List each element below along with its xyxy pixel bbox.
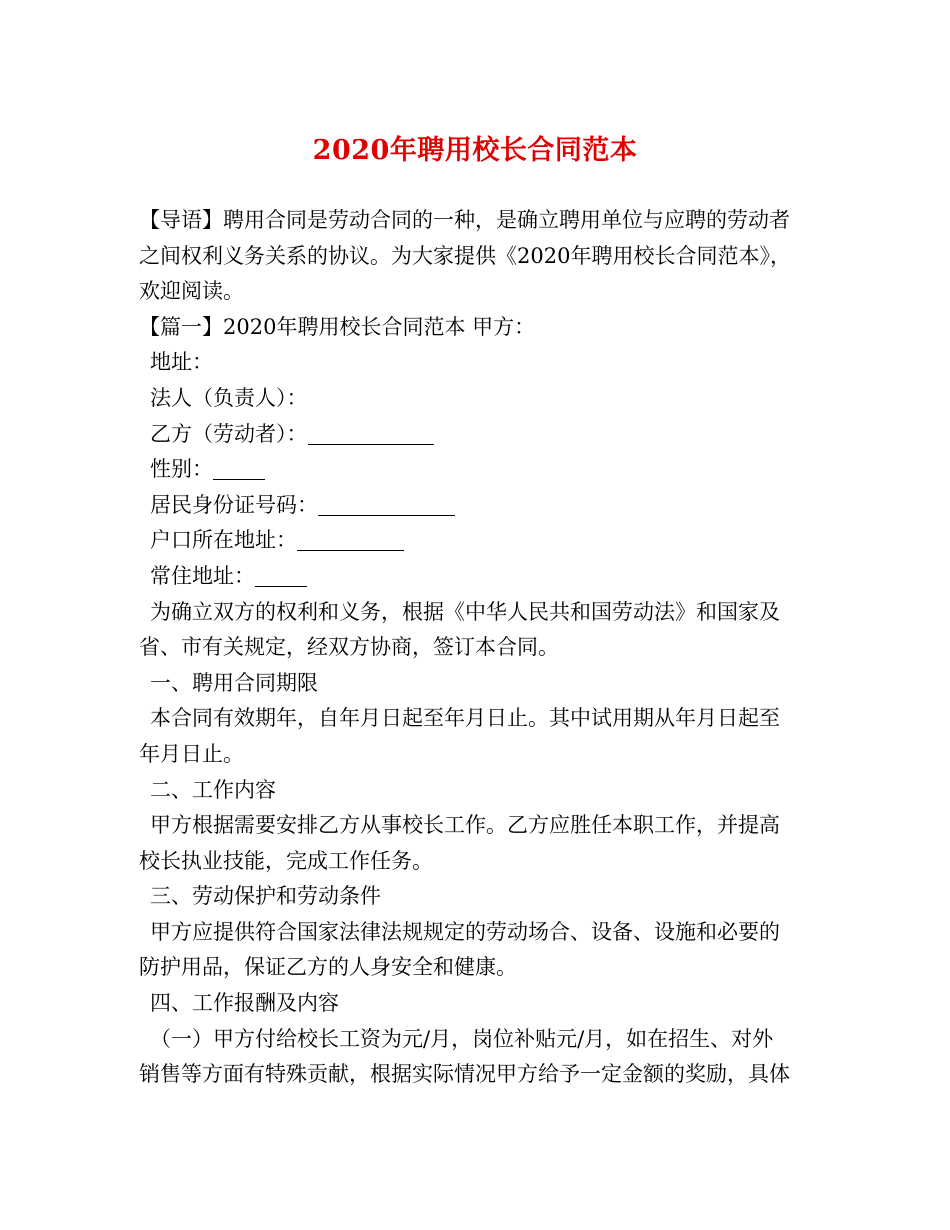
paragraph-line: 防护用品，保证乙方的人身安全和健康。 bbox=[139, 955, 517, 980]
section-heading-part-one: 【篇一】2020年聘用校长合同范本 甲方： bbox=[139, 314, 536, 339]
document-title: 2020年聘用校长合同范本 bbox=[312, 135, 638, 166]
field-party-b bbox=[139, 417, 829, 453]
field-id-number bbox=[139, 488, 829, 524]
blank-line bbox=[308, 422, 434, 445]
field-label: 乙方（劳动者）： bbox=[150, 421, 308, 446]
field-gender bbox=[139, 452, 829, 488]
intro-line-2: 之间权利义务关系的协议。为大家提供《2020年聘用校长合同范本》， bbox=[139, 243, 791, 268]
field-legal-person: 法人（负责人）： bbox=[150, 385, 308, 410]
paragraph-line: 年月日止。 bbox=[139, 741, 244, 766]
paragraph-line: 甲方根据需要安排乙方从事校长工作。乙方应胜任本职工作，并提高 bbox=[150, 813, 780, 838]
field-label: 性别： bbox=[150, 457, 213, 482]
field-label: 居民身份证号码： bbox=[150, 492, 318, 517]
paragraph-line: 为确立双方的权利和义务，根据《中华人民共和国劳动法》和国家及 bbox=[150, 599, 780, 624]
blank-line bbox=[255, 564, 307, 587]
blank-line bbox=[297, 528, 404, 551]
paragraph-line: 甲方应提供符合国家法律法规规定的劳动场合、设备、设施和必要的 bbox=[150, 919, 780, 944]
field-label: 常住地址： bbox=[150, 563, 255, 588]
paragraph-line: 销售等方面有特殊贡献，根据实际情况甲方给予一定金额的奖励，具体 bbox=[139, 1062, 790, 1087]
section-heading-1: 一、聘用合同期限 bbox=[150, 670, 318, 695]
paragraph-line: 本合同有效期年，自年月日起至年月日止。其中试用期从年月日起至 bbox=[150, 706, 780, 731]
document-body bbox=[139, 203, 829, 1093]
field-residence-address bbox=[139, 559, 829, 595]
intro-line-3: 欢迎阅读。 bbox=[139, 279, 244, 304]
section-heading-2: 二、工作内容 bbox=[150, 777, 276, 802]
paragraph-line: 校长执业技能，完成工作任务。 bbox=[139, 848, 433, 873]
field-address: 地址： bbox=[150, 350, 213, 375]
paragraph-line: （一）甲方付给校长工资为元/月，岗位补贴元/月，如在招生、对外 bbox=[150, 1026, 774, 1051]
intro-line-1: 【导语】聘用合同是劳动合同的一种，是确立聘用单位与应聘的劳动者 bbox=[139, 208, 790, 232]
field-label: 户口所在地址： bbox=[150, 528, 297, 553]
field-household-address bbox=[139, 523, 829, 559]
section-heading-4: 四、工作报酬及内容 bbox=[150, 991, 339, 1016]
blank-line bbox=[318, 493, 455, 516]
section-heading-3: 三、劳动保护和劳动条件 bbox=[150, 884, 381, 909]
paragraph-line: 省、市有关规定，经双方协商，签订本合同。 bbox=[139, 635, 559, 660]
blank-line bbox=[213, 457, 265, 480]
